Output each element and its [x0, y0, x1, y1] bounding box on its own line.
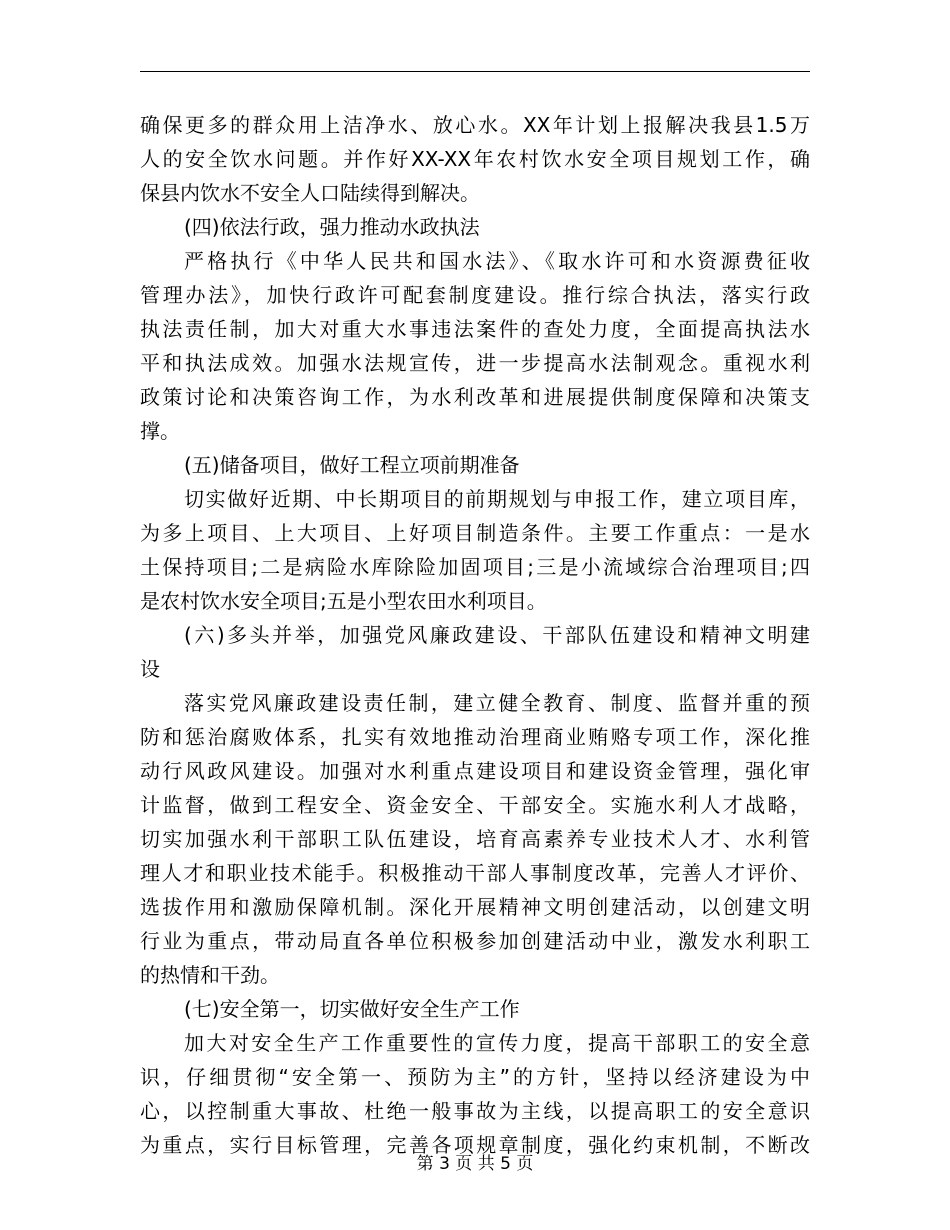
text-line: 保县内饮水不安全人口陆续得到解决。 [140, 181, 480, 205]
section-heading: (五)储备项目，做好工程立项前期准备 [184, 453, 520, 477]
text-line: 为多上项目、上大项目、上好项目制造条件。主要工作重点：一是水 [140, 521, 810, 545]
text-line: 行业为重点，带动局直各单位积极参加创建活动中业，激发水利职工 [140, 929, 810, 953]
text-line: 为重点，实行目标管理，完善各项规章制度，强化约束机制，不断改 [140, 1133, 810, 1157]
header-rule [140, 71, 810, 72]
text-line: 落实党风廉政建设责任制，建立健全教育、制度、监督并重的预 [184, 691, 810, 715]
text-line: 切实加强水利干部职工队伍建设，培育高素养专业技术人才、水利管 [140, 827, 810, 851]
text-line: 心，以控制重大事故、杜绝一般事故为主线，以提高职工的安全意识 [140, 1099, 810, 1123]
text-line: 撑。 [140, 419, 180, 443]
text-line: 加大对安全生产工作重要性的宣传力度，提高干部职工的安全意 [184, 1031, 810, 1055]
text-line: 理人才和职业技术能手。积极推动干部人事制度改革，完善人才评价、 [140, 861, 810, 885]
text-line: 管理办法》，加快行政许可配套制度建设。推行综合执法，落实行政 [140, 283, 810, 307]
section-heading: (六)多头并举，加强党风廉政建设、干部队伍建设和精神文明建 [184, 623, 810, 647]
text-line: 执法责任制，加大对重大水事违法案件的查处力度，全面提高执法水 [140, 317, 810, 341]
text-line: 的热情和干劲。 [140, 963, 280, 987]
text-line: 政策讨论和决策咨询工作，为水利改革和进展提供制度保障和决策支 [140, 385, 810, 409]
text-line: 识，仔细贯彻“安全第一、预防为主”的方针，坚持以经济建设为中 [140, 1065, 810, 1089]
text-line: 选拔作用和激励保障机制。深化开展精神文明创建活动，以创建文明 [140, 895, 810, 919]
document-body [140, 108, 810, 1162]
section-heading-continued: 设 [140, 657, 160, 681]
text-line: 严格执行《中华人民共和国水法》、《取水许可和水资源费征收 [184, 249, 810, 273]
text-line: 防和惩治腐败体系，扎实有效地推动治理商业贿赂专项工作，深化推 [140, 725, 810, 749]
section-heading: (四)依法行政，强力推动水政执法 [184, 215, 480, 239]
text-line: 平和执法成效。加强水法规宣传，进一步提高水法制观念。重视水利 [140, 351, 810, 375]
text-line: 动行风政风建设。加强对水利重点建设项目和建设资金管理，强化审 [140, 759, 810, 783]
text-line: 人的安全饮水问题。并作好XX-XX年农村饮水安全项目规划工作，确 [140, 147, 810, 171]
section-heading: (七)安全第一，切实做好安全生产工作 [184, 997, 520, 1021]
text-line: 土保持项目;二是病险水库除险加固项目;三是小流域综合治理项目;四 [140, 555, 810, 579]
text-line: 切实做好近期、中长期项目的前期规划与申报工作，建立项目库， [184, 487, 810, 511]
text-line: 是农村饮水安全项目;五是小型农田水利项目。 [140, 589, 547, 613]
text-line: 确保更多的群众用上洁净水、放心水。XX年计划上报解决我县1.5万 [140, 113, 810, 137]
text-line: 计监督，做到工程安全、资金安全、干部安全。实施水利人才战略， [140, 793, 810, 817]
page-number-footer: 第 3 页 共 5 页 [416, 1154, 534, 1174]
